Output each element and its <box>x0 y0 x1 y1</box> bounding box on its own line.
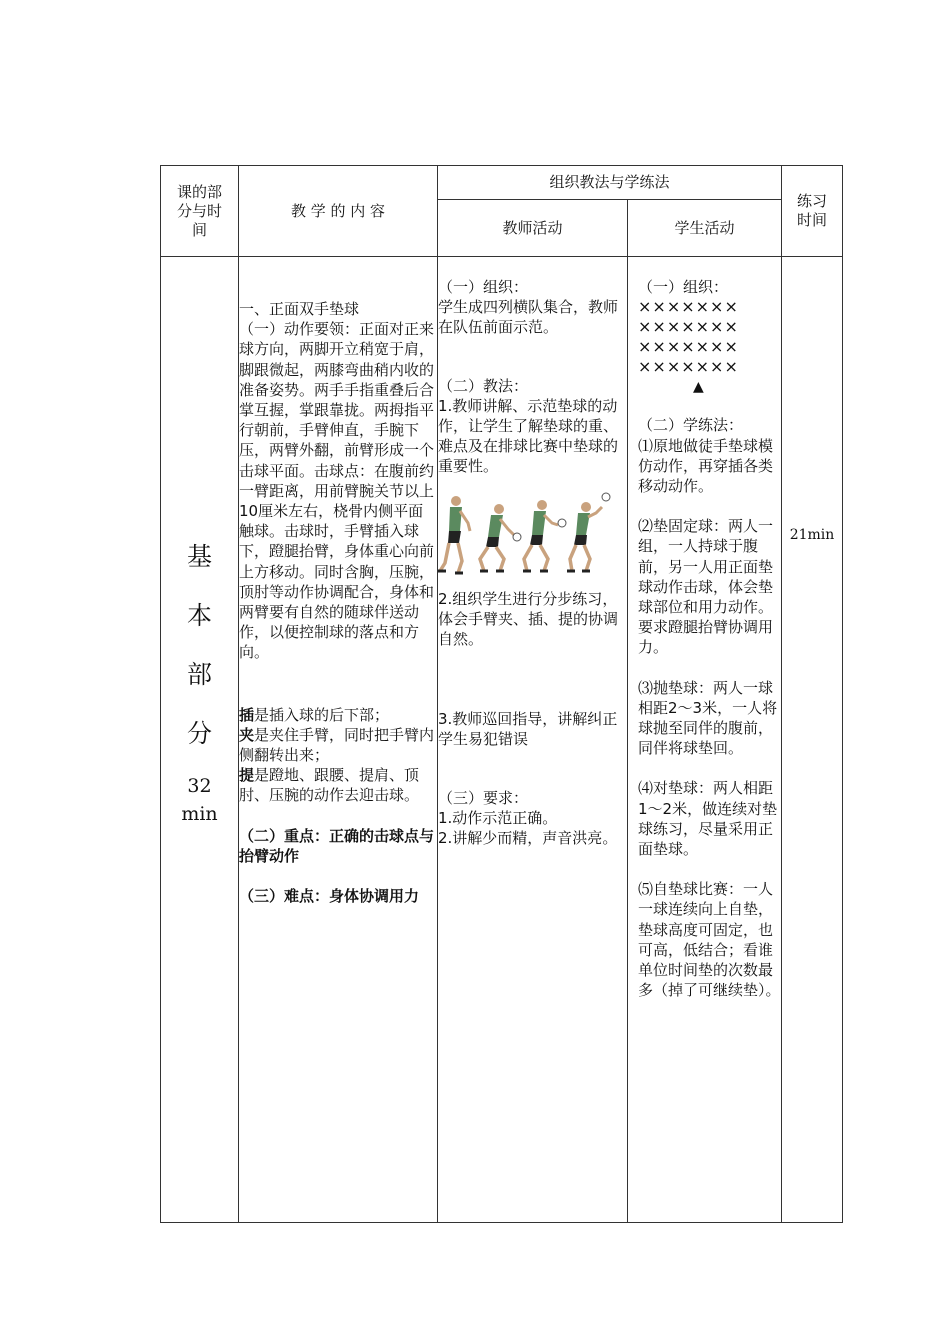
student-method-title: （二）学练法： <box>638 416 744 435</box>
part-char: 分 <box>186 718 212 748</box>
essentials-text: （一）动作要领：正面对正来球方向，两脚开立稍宽于肩，脚跟微起，两膝弯曲稍内收的准备姿势。两手手指重叠后合掌互握，掌跟靠拢。两拇指平行朝前，手臂伸直，手腕下压，两臂外翻，前臂形成一个击球平面。击球点：在腹前约一臂距离，用前臂腕关节以上10厘米左右，桡骨内侧平面触球。击球时，手臂插入球下，蹬腿抬臂，身体重心向前上方移动。同时含胸，压腕，顶肘等动作协调配合，身体和两臂要有自然的随球伴送动作，以便控制球的落点和方向。 <box>239 320 435 662</box>
header-practice-time: 练习时间 <box>782 166 843 257</box>
student-org-title: （一）组织： <box>638 278 729 296</box>
insert-note: 插是插入球的后下部； <box>239 705 390 724</box>
header-content: 教 学 的 内 容 <box>239 166 438 257</box>
volleyball-dig-illustration <box>436 489 612 577</box>
part-char: 本 <box>186 600 212 630</box>
teacher-method-3: 3.教师巡回指导，讲解纠正学生易犯错误 <box>438 710 618 749</box>
player-figure-2 <box>480 504 521 571</box>
teacher-org-text: 学生成四列横队集合，教师在队伍前面示范。 <box>438 298 619 337</box>
formation-row: ××××××× <box>638 297 739 317</box>
clamp-note: 夹是夹住手臂，同时把手臂内侧翻转出来； <box>239 725 435 765</box>
part-cell <box>161 257 239 1223</box>
formation-row: ××××××× <box>638 337 739 357</box>
teacher-req-2: 2.讲解少而精，声音洪亮。 <box>438 829 618 848</box>
content-title: 一、正面双手垫球 <box>239 300 360 318</box>
student-item-4: ⑷对垫球：两人相距1～2米，做连续对垫球练习，尽量采用正面垫球。 <box>638 779 778 859</box>
teacher-method-1: 1.教师讲解、示范垫球的动作，让学生了解垫球的重、难点及在排球比赛中垫球的重要性。 <box>438 396 619 476</box>
student-item-3: ⑶抛垫球：两人一球相距2～3米，一人将球抛至同伴的腹前，同伴将球垫回。 <box>638 678 778 758</box>
key-point: （二）重点：正确的击球点与抬臂动作 <box>239 826 435 865</box>
formation-row: ××××××× <box>638 317 739 337</box>
header-teacher: 教师活动 <box>438 200 628 257</box>
practice-time: 21min <box>782 257 843 1223</box>
header-student: 学生活动 <box>628 200 782 257</box>
player-figure-1 <box>438 496 470 573</box>
student-cell <box>628 257 782 1223</box>
student-item-2: ⑵垫固定球：两人一组，一人持球于腹前，另一人用正面垫球动作击球，体会垫球部位和用力动作。要求蹬腿抬臂协调用力。 <box>638 517 774 657</box>
formation-row: ××××××× <box>638 357 739 377</box>
teacher-req-1: 1.动作示范正确。 <box>438 808 558 827</box>
difficulty: （三）难点：身体协调用力 <box>239 887 420 906</box>
teacher-method-2: 2.组织学生进行分步练习，体会手臂夹、插、提的协调自然。 <box>438 589 619 649</box>
student-item-5: ⑸自垫球比赛：一人一球连续向上自垫，垫球高度可固定，也可高，低结合；看谁单位时间垫的次数最多（掉了可继续垫）。 <box>638 880 781 1000</box>
player-figure-3 <box>523 500 566 571</box>
student-item-1: ⑴原地做徒手垫球模仿动作，再穿插各类移动动作。 <box>638 436 774 496</box>
header-organization: 组织教法与学练法 <box>438 166 782 200</box>
teacher-position-marker: ▲ <box>693 379 704 396</box>
part-time: 32 min <box>181 774 218 825</box>
part-char: 基 <box>186 541 212 571</box>
teacher-method-title: （二）教法： <box>438 376 529 395</box>
lift-note: 提是蹬地、跟腰、提肩、顶肘、压腕的动作去迎击球。 <box>239 766 420 805</box>
header-part-time: 课的部分与时间 <box>161 166 239 257</box>
teacher-org-title: （一）组织： <box>438 278 529 296</box>
player-figure-4 <box>567 493 610 571</box>
part-char: 部 <box>186 659 212 689</box>
teacher-cell <box>438 257 628 1223</box>
teacher-req-title: （三）要求： <box>438 788 529 807</box>
lesson-plan-table <box>160 165 843 1223</box>
content-cell <box>239 257 438 1223</box>
